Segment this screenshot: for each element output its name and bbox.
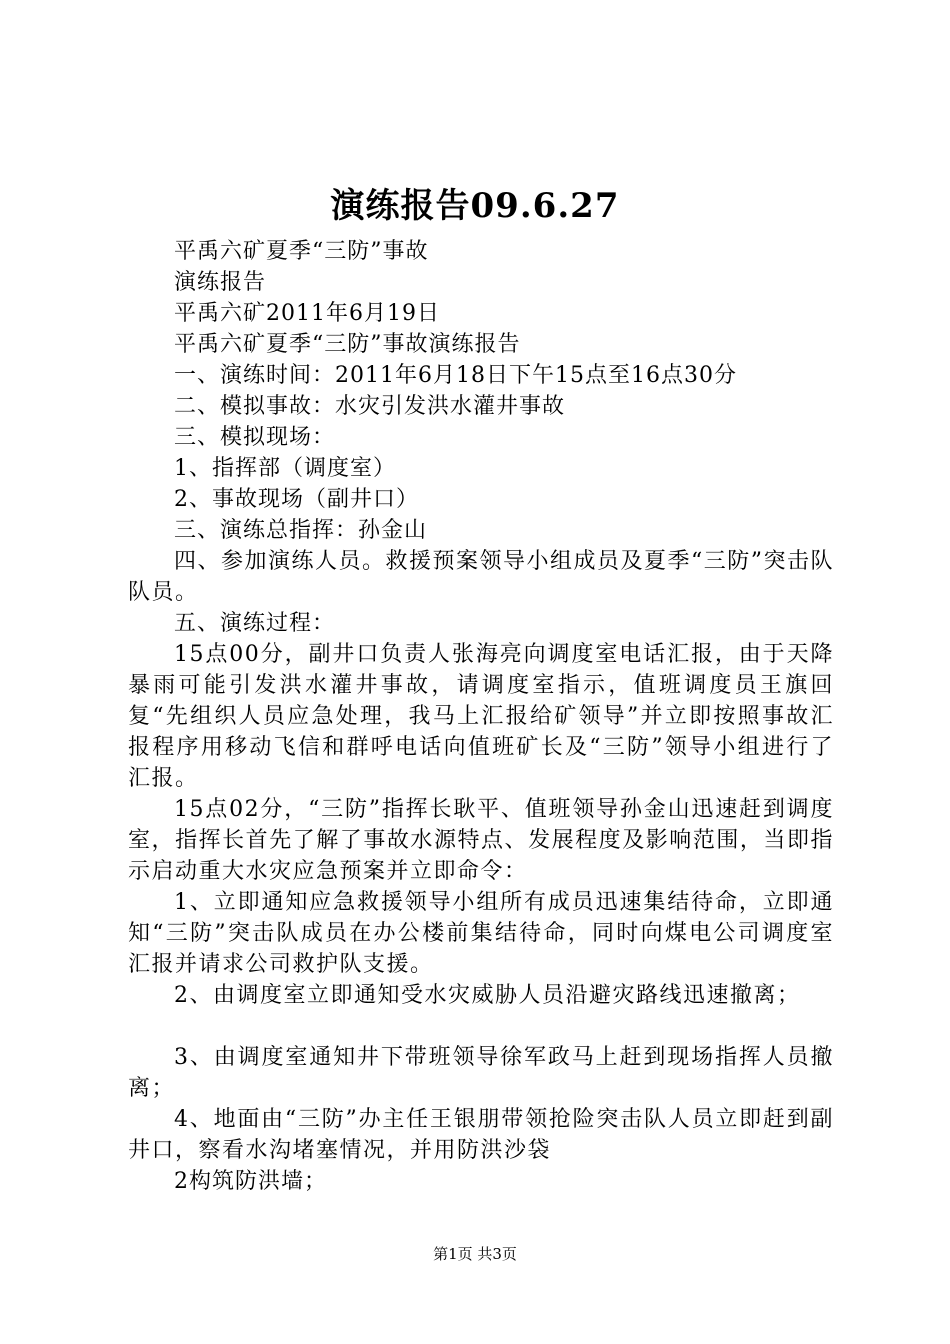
document-title: 演练报告09.6.27 bbox=[330, 186, 620, 226]
paragraph: 四、参加演练人员。救援预案领导小组成员及夏季“三防”突击队队员。 bbox=[128, 549, 834, 605]
paragraph: 演练报告 bbox=[174, 270, 267, 295]
document-body bbox=[128, 236, 834, 1197]
page-footer: 第1页 共3页 bbox=[433, 1245, 517, 1263]
paragraph: 平禹六矿夏季“三防”事故 bbox=[174, 239, 429, 264]
paragraph: 三、演练总指挥：孙金山 bbox=[174, 518, 428, 543]
paragraph: 2构筑防洪墙； bbox=[174, 1169, 327, 1194]
paragraph: 4、地面由“三防”办主任王银朋带领抢险突击队人员立即赶到副井口，察看水沟堵塞情况，并用防洪沙袋 bbox=[128, 1107, 834, 1163]
paragraph: 五、演练过程： bbox=[174, 611, 336, 636]
paragraph: 一、演练时间：2011年6月18日下午15点至16点30分 bbox=[174, 363, 737, 388]
paragraph: 15点02分，“三防”指挥长耿平、值班领导孙金山迅速赶到调度室，指挥长首先了解了事故水源特点、发展程度及影响范围，当即指示启动重大水灾应急预案并立即命令： bbox=[128, 797, 834, 884]
paragraph: 平禹六矿夏季“三防”事故演练报告 bbox=[174, 332, 521, 357]
paragraph: 二、模拟事故：水灾引发洪水灌井事故 bbox=[174, 394, 566, 419]
paragraph: 三、模拟现场： bbox=[174, 425, 336, 450]
paragraph: 平禹六矿2011年6月19日 bbox=[174, 301, 440, 326]
paragraph: 2、由调度室立即通知受水灾威胁人员沿避灾路线迅速撤离； bbox=[174, 983, 801, 1008]
paragraph: 1、立即通知应急救援领导小组所有成员迅速集结待命，立即通知“三防”突击队成员在办公楼前集结待命，同时向煤电公司调度室汇报并请求公司救护队支援。 bbox=[128, 890, 834, 977]
paragraph: 3、由调度室通知井下带班领导徐军政马上赶到现场指挥人员撤离； bbox=[128, 1045, 834, 1101]
blank-line bbox=[128, 1011, 834, 1042]
paragraph: 15点00分，副井口负责人张海亮向调度室电话汇报，由于天降暴雨可能引发洪水灌井事故，请调度室指示，值班调度员王旗回复“先组织人员应急处理，我马上汇报给矿领导”并立即按照事故汇报程序用移动飞信和群呼电话向值班矿长及“三防”领导小组进行了汇报。 bbox=[128, 642, 834, 791]
paragraph: 2、事故现场（副井口） bbox=[174, 487, 419, 512]
paragraph: 1、指挥部（调度室） bbox=[174, 456, 396, 481]
